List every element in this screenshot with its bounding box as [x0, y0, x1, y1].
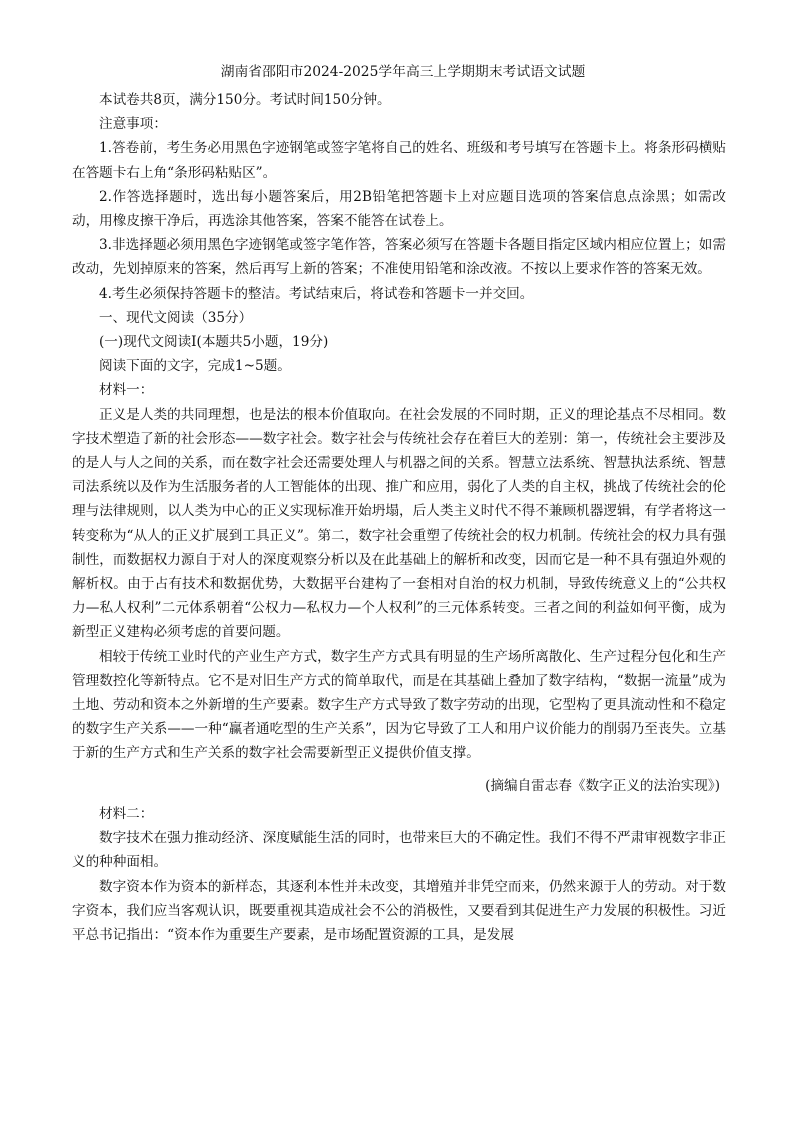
intro-text: 本试卷共8页，满分150分。考试时间150分钟。: [99, 92, 391, 108]
material-two-paragraph-2: 数字资本作为资本的新样态，其逐利本性并未改变，其增殖并非凭空而来，仍然来源于人的劳动。对于数字资本，我们应当客观认识，既要重视其造成社会不公的消极性，又要看到其促进生产力发展的积极性。习近平总书记指出：“资本作为重要生产要素，是市场配置资源的工具，是发展: [72, 878, 726, 943]
material-two-label: 材料二：: [99, 805, 154, 822]
material-one-paragraph-2: 相较于传统工业时代的产业生产方式，数字生产方式具有明显的生产场所离散化、生产过程分包化和生产管理数控化等新特点。它不是对旧生产方式的简单取代，而是在其基础上叠加了数字结构，“数据一流量”成为土地、劳动和资本之外新增的生产要素。数字生产方式导致了数字劳动的出现，它型构了更具流动性和不稳定的数字生产关系——一种“赢者通吃型的生产关系”，因为它导致了工人和用户议价能力的削弱乃至丧失。立基于新的生产方式和生产关系的数字社会需要新型正义提供价值支撑。: [72, 648, 726, 762]
material-two-paragraph-1: 数字技术在强力推动经济、深度赋能生活的同时，也带来巨大的不确定性。我们不得不严肃审视数字非正义的种种面相。: [72, 830, 726, 871]
reading-instruction: 阅读下面的文字，完成1~5题。: [99, 358, 291, 375]
section-heading: 一、现代文阅读（35分）: [99, 309, 253, 326]
exam-page: [72, 60, 726, 947]
page-title: 湖南省邵阳市2024-2025学年高三上学期期末考试语文试题: [220, 64, 586, 80]
notice-item-1: 1.答卷前，考生务必用黑色字迹钢笔或签字笔将自己的姓名、班级和考号填写在答题卡上。将条形码横贴在答题卡右上角“条形码粘贴区”。: [72, 140, 726, 181]
material-one-paragraph-1: 正义是人类的共同理想，也是法的根本价值取向。在社会发展的不同时期，正义的理论基点不尽相同。数字技术塑造了新的社会形态——数字社会。数字社会与传统社会存在着巨大的差别：第一，传统社会主要涉及的是人与人之间的关系，而在数字社会还需要处理人与机器之间的关系。智慧立法系统、智慧执法系统、智慧司法系统以及作为生活服务者的人工智能体的出现、推广和应用，弱化了人类的自主权，挑战了传统社会的伦理与法律规则，以人类为中心的正义实现标准开始坍塌，后人类主义时代不得不兼顾机器逻辑，有学者将这一转变称为“从人的正义扩展到工具正义”。第二，数字社会重塑了传统社会的权力机制。传统社会的权力具有强制性，而数据权力源自于对人的深度观察分析以及在此基础上的解析和改变，因而它是一种不具有强迫外观的解析权。由于占有技术和数据优势，大数据平台建构了一套相对自治的权力机制，导致传统意义上的“公共权力—私人权利”二元体系朝着“公权力—私权力—个人权利”的三元体系转变。三者之间的利益如何平衡，成为新型正义建构必须考虑的首要问题。: [72, 406, 726, 641]
notice-heading: 注意事项：: [99, 116, 167, 133]
notice-item-4: 4.考生必须保持答题卡的整洁。考试结束后，将试卷和答题卡一并交回。: [99, 285, 534, 302]
subsection-heading: (一)现代文阅读Ⅰ(本题共5小题，19分): [99, 334, 329, 351]
material-one-label: 材料一：: [99, 382, 154, 399]
material-one-source: (摘编自雷志春《数字正义的法治实现》): [485, 777, 720, 794]
notice-item-3: 3.非选择题必须用黑色字迹钢笔或签字笔作答，答案必须写在答题卡各题目指定区域内相应位置上；如需改动，先划掉原来的答案，然后再写上新的答案；不准使用铅笔和涂改液。不按以上要求作答的答案无效。: [72, 237, 726, 278]
notice-item-2: 2.作答选择题时，选出每小题答案后，用2B铅笔把答题卡上对应题目选项的答案信息点涂黑；如需改动，用橡皮擦干净后，再选涂其他答案，答案不能答在试卷上。: [72, 188, 726, 230]
